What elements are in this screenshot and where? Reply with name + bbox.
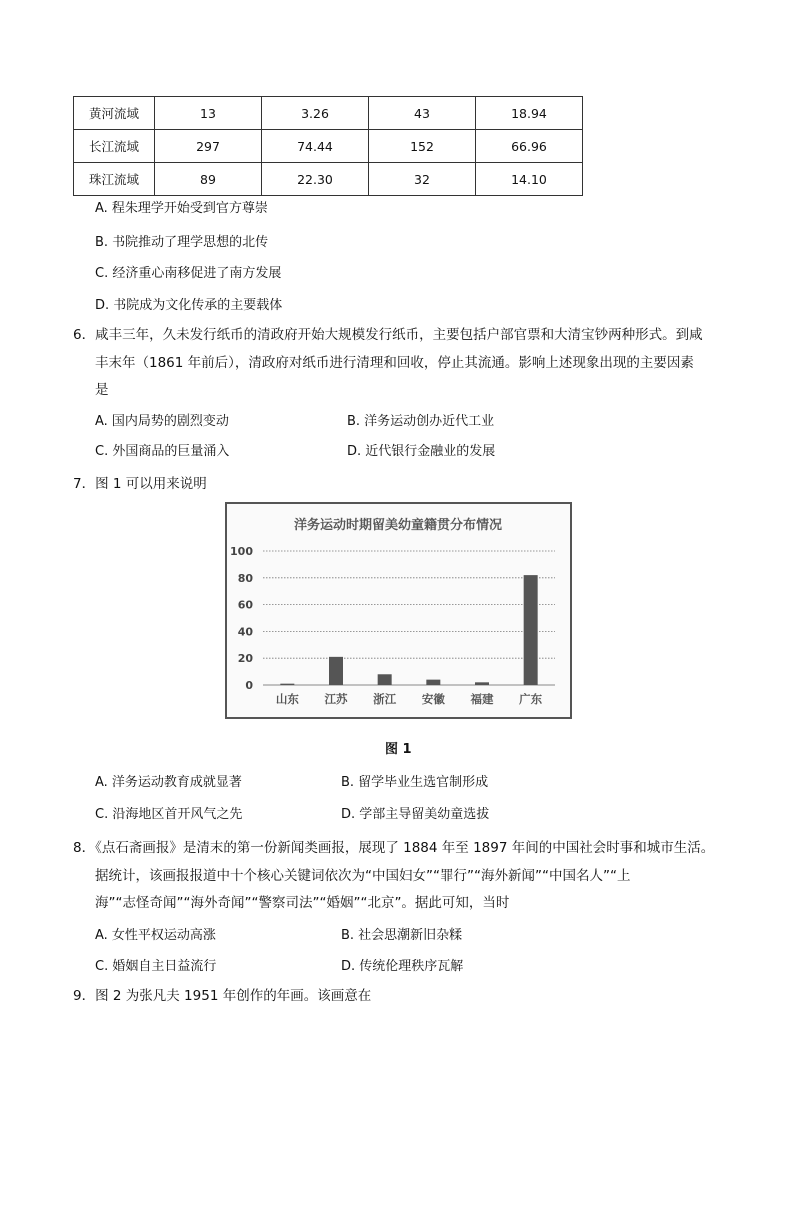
table-cell: 32 xyxy=(369,163,476,196)
chart-title: 洋务运动时期留美幼童籍贯分布情况 xyxy=(293,518,503,533)
table-row xyxy=(74,163,583,196)
q7-option-b[interactable]: B. 留学毕业生选官制形成 xyxy=(341,775,489,790)
q8-option-d[interactable]: D. 传统伦理秩序瓦解 xyxy=(341,959,464,974)
y-tick-label: 0 xyxy=(245,679,253,692)
q6-stem-line3: 是 xyxy=(95,382,109,398)
q6-stem-line2: 丰末年（1861 年前后），清政府对纸币进行清理和回收，停止其流通。影响上述现象出现的主要因素 xyxy=(95,355,694,371)
q5-option-c[interactable]: C. 经济重心南移促进了南方发展 xyxy=(95,266,282,281)
river-basin-table xyxy=(73,96,583,196)
q6-option-d[interactable]: D. 近代银行金融业的发展 xyxy=(347,444,496,459)
bar-山东 xyxy=(280,684,294,685)
q8-stem-line3: 海”“志怪奇闻”“海外奇闻”“警察司法”“婚姻”“北京”。据此可知，当时 xyxy=(95,895,510,911)
y-tick-label: 100 xyxy=(230,545,253,558)
q6-option-a[interactable]: A. 国内局势的剧烈变动 xyxy=(95,414,229,429)
x-tick-label: 山东 xyxy=(275,692,299,706)
table-cell: 3.26 xyxy=(262,97,369,130)
y-tick-label: 80 xyxy=(237,571,253,585)
q7-option-a[interactable]: A. 洋务运动教育成就显著 xyxy=(95,775,242,790)
y-tick-label: 20 xyxy=(237,652,253,666)
figure-1-chart xyxy=(225,502,572,719)
bar-广东 xyxy=(524,575,538,685)
x-tick-label: 江苏 xyxy=(324,692,348,706)
table-row xyxy=(74,97,583,130)
bar-江苏 xyxy=(329,657,343,685)
bar-chart-svg xyxy=(227,504,570,717)
q8-option-a[interactable]: A. 女性平权运动高涨 xyxy=(95,928,216,943)
q5-option-a[interactable]: A. 程朱理学开始受到官方尊崇 xyxy=(95,201,268,216)
table-cell: 22.30 xyxy=(262,163,369,196)
q9-stem: 9．图 2 为张凡夫 1951 年创作的年画。该画意在 xyxy=(73,988,372,1004)
figure-1-caption: 图 1 xyxy=(385,742,412,757)
x-tick-label: 浙江 xyxy=(373,692,397,706)
y-tick-label: 60 xyxy=(237,598,253,612)
table-cell: 297 xyxy=(155,130,262,163)
x-tick-label: 广东 xyxy=(519,692,543,706)
bar-安徽 xyxy=(426,680,440,685)
table-row xyxy=(74,130,583,163)
q8-stem-line1: 8．《点石斋画报》是清末的第一份新闻类画报，展现了 1884 年至 1897 年间的中国社会时事和城市生活。 xyxy=(73,840,715,856)
table-cell: 14.10 xyxy=(476,163,583,196)
table-cell: 18.94 xyxy=(476,97,583,130)
q6-option-b[interactable]: B. 洋务运动创办近代工业 xyxy=(347,414,495,429)
q7-option-d[interactable]: D. 学部主导留美幼童选拔 xyxy=(341,807,490,822)
q7-option-c[interactable]: C. 沿海地区首开风气之先 xyxy=(95,807,243,822)
table-cell: 13 xyxy=(155,97,262,130)
table-cell: 66.96 xyxy=(476,130,583,163)
q6-stem-line1: 6．咸丰三年，久未发行纸币的清政府开始大规模发行纸币，主要包括户部官票和大清宝钞两种形式。到咸 xyxy=(73,327,703,343)
table-row-label: 珠江流域 xyxy=(74,163,155,196)
x-tick-label: 福建 xyxy=(470,692,494,706)
q5-option-b[interactable]: B. 书院推动了理学思想的北传 xyxy=(95,235,269,250)
q5-option-d[interactable]: D. 书院成为文化传承的主要载体 xyxy=(95,298,283,313)
table-cell: 89 xyxy=(155,163,262,196)
table-cell: 43 xyxy=(369,97,476,130)
table-row-label: 黄河流域 xyxy=(74,97,155,130)
q8-stem-line2: 据统计，该画报报道中十个核心关键词依次为“中国妇女”“罪行”“海外新闻”“中国名人”“上 xyxy=(95,868,631,884)
y-tick-label: 40 xyxy=(237,625,253,639)
table-cell: 74.44 xyxy=(262,130,369,163)
bar-福建 xyxy=(475,682,489,685)
x-tick-label: 安徽 xyxy=(421,692,445,706)
q6-option-c[interactable]: C. 外国商品的巨量涌入 xyxy=(95,444,230,459)
table-row-label: 长江流域 xyxy=(74,130,155,163)
q7-stem: 7．图 1 可以用来说明 xyxy=(73,476,207,492)
table-cell: 152 xyxy=(369,130,476,163)
q8-option-c[interactable]: C. 婚姻自主日益流行 xyxy=(95,959,217,974)
bar-浙江 xyxy=(378,674,392,685)
q8-option-b[interactable]: B. 社会思潮新旧杂糅 xyxy=(341,928,463,943)
